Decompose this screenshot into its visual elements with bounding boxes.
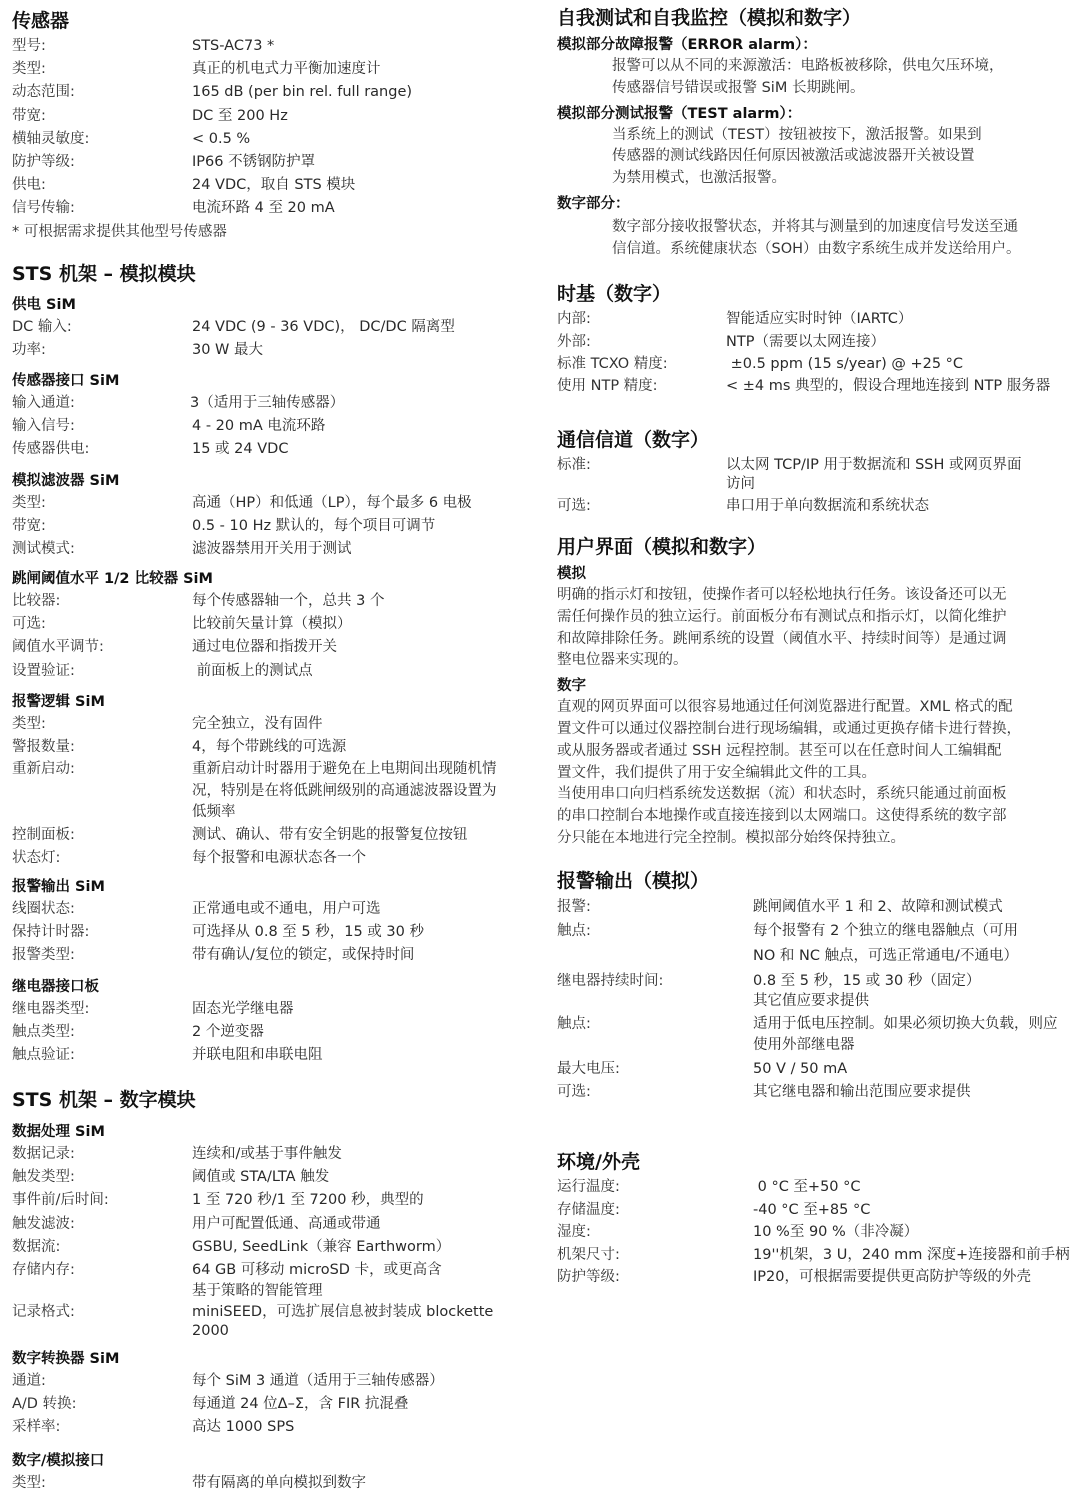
group-title: 继电器接口板: [12, 979, 99, 995]
spec-row: 触发类型: 阈值或 STA/LTA 触发: [12, 1169, 330, 1186]
spec-row: 供电: 24 VDC，取自 STS 模块: [12, 177, 356, 194]
subsection-title-digital: 数字: [557, 678, 586, 695]
spec-row: 记录格式: miniSEED，可选扩展信息被封装成 blockette 2000: [12, 1304, 494, 1340]
section-sensor: [12, 8, 537, 244]
spec-row: 线圈状态: 正常通电或不通电，用户可选: [12, 901, 381, 917]
group-analog-filter-sim: [12, 470, 537, 562]
spec-row: 触点类型: 2 个逆变器: [12, 1024, 264, 1041]
spec-row: 内部: 智能适应实时时钟（IARTC）: [557, 311, 913, 327]
item-title: 数字部分：: [557, 195, 630, 212]
para-line: 和故障排除任务。跳闸系统的设置（阈值水平、持续时间等）是通过调: [557, 630, 1007, 647]
item-line: 传感器的测试线路因任何原因被激活或滤波器开关被设置: [612, 148, 975, 165]
section-environment: [557, 1149, 1079, 1289]
spec-row: 存储温度: -40 °C 至+85 °C: [557, 1201, 871, 1218]
item-line: 报警可以从不同的来源激活：电路板被移除，供电欠压环境，: [612, 58, 1004, 74]
item-title: 模拟部分测试报警（TEST alarm）：: [557, 105, 802, 122]
spec-row: 功率: 30 W 最大: [12, 342, 264, 359]
group-trip-comparator-sim: [12, 568, 537, 683]
spec-row: 触点: 每个报警有 2 个独立的继电器触点（可用 NO 和 NC 触点，可选正常通电/不通电）: [557, 923, 1018, 965]
group-alarm-output-sim: [12, 876, 537, 968]
spec-row: 输入信号: 4 - 20 mA 电流环路: [12, 418, 326, 435]
section-title: 时基（数字）: [557, 283, 672, 305]
spec-row: 通道: 每个 SiM 3 通道（适用于三轴传感器）: [12, 1373, 444, 1389]
spec-row: 机架尺寸: 19''机架，3 U，240 mm 深度+连接器和前手柄: [557, 1246, 1070, 1263]
section-title: 通信信道（数字）: [557, 429, 710, 451]
spec-row: 类型: 完全独立，没有固件: [12, 716, 323, 732]
spec-row: 类型: 带有隔离的单向模拟到数字: [12, 1475, 366, 1491]
spec-row: 保持计时器: 可选择从 0.8 至 5 秒，15 或 30 秒: [12, 924, 424, 941]
section-analog-module: [12, 261, 537, 287]
group-title: 模拟滤波器 SiM: [12, 473, 120, 489]
spec-row: 运行温度: 0 °C 至+50 °C: [557, 1179, 861, 1195]
group-title: 数据处理 SiM: [12, 1124, 105, 1140]
spec-row: 数据记录: 连续和/或基于事件触发: [12, 1146, 342, 1162]
para-line: 整电位器来实现的。: [557, 652, 688, 669]
item-line: 信信道。系统健康状态（SOH）由数字系统生成并发送给用户。: [612, 240, 1021, 257]
spec-row: 继电器类型: 固态光学继电器: [12, 1001, 294, 1017]
spec-row: 数据流: GSBU, SeedLink（兼容 Earthworm）: [12, 1238, 451, 1255]
section-self-test: [557, 5, 1079, 261]
para-line: 直观的网页界面可以很容易地通过任何浏览器进行配置。XML 格式的配: [557, 699, 1013, 716]
section-alarm-output: [557, 868, 1079, 1105]
spec-row: 采样率: 高达 1000 SPS: [12, 1419, 295, 1436]
spec-row: 防护等级: IP66 不锈钢防护罩: [12, 154, 316, 171]
spec-row: 比较器: 每个传感器轴一个，总共 3 个: [12, 593, 385, 609]
section-title: STS 机架 – 模拟模块: [12, 263, 196, 285]
spec-row: 使用 NTP 精度: < ±4 ms 典型的，假设合理地连接到 NTP 服务器: [557, 377, 1051, 394]
spec-row: 触点验证: 并联电阻和串联电阻: [12, 1047, 323, 1064]
spec-row: 触点: 适用于低电压控制。如果必须切换大负载，则应使用外部继电器: [557, 1016, 1058, 1054]
group-title: 报警输出 SiM: [12, 879, 105, 895]
section-communication: [557, 427, 1079, 518]
spec-row: 触发滤波: 用户可配置低通、高通或带通: [12, 1215, 381, 1232]
section-title: STS 机架 – 数字模块: [12, 1089, 196, 1111]
para-line: 分只能在本地进行完全控制。模拟部分始终保持独立。: [557, 829, 905, 846]
spec-row: 可选: 串口用于单向数据流和系统状态: [557, 498, 929, 514]
item-line: 传感器信号错误或报警 SiM 长期跳闸。: [612, 79, 865, 96]
para-line: 明确的指示灯和按钮，使操作者可以轻松地执行任务。该设备还可以无: [557, 587, 1007, 603]
group-title: 报警逻辑 SiM: [12, 694, 105, 710]
para-line: 置文件，我们提供了用于安全编辑此文件的工具。: [557, 764, 876, 781]
spec-row: 标准: 以太网 TCP/IP 用于数据流和 SSH 或网页界面访问: [557, 457, 1022, 492]
spec-row: 防护等级: IP20，可根据需要提供更高防护等级的外壳: [557, 1269, 1031, 1285]
spec-row: 事件前/后时间: 1 至 720 秒/1 至 7200 秒，典型的: [12, 1192, 424, 1209]
spec-row: A/D 转换: 每通道 24 位Δ–Σ，含 FIR 抗混叠: [12, 1396, 409, 1413]
section-title: 环境/外壳: [557, 1151, 640, 1173]
spec-row: 报警: 跳闸阈值水平 1 和 2、故障和测试模式: [557, 899, 1003, 915]
spec-row: 传感器供电: 15 或 24 VDC: [12, 441, 289, 458]
section-title: 用户界面（模拟和数字）: [557, 536, 767, 558]
group-digital-analog-interface: [12, 1450, 537, 1495]
group-relay-interface-board: [12, 976, 537, 1068]
spec-row: 继电器持续时间: 0.8 至 5 秒，15 或 30 秒（固定）其它值应要求提供: [557, 973, 981, 1010]
item-line: 当系统上的测试（TEST）按钮被按下，激活报警。如果到: [612, 126, 982, 143]
spec-row: 输入通道: 3（适用于三轴传感器）: [12, 395, 345, 411]
spec-row: 设置验证: 前面板上的测试点: [12, 662, 313, 679]
item-line: 数字部分接收报警状态，并将其与测量到的加速度信号发送至通: [612, 218, 1018, 235]
para-line: 置文件可以通过仪器控制台进行现场编辑，或通过更换存储卡进行替换，: [557, 720, 1021, 737]
section-title: 传感器: [12, 10, 70, 32]
section-title: 自我测试和自我监控（模拟和数字）: [557, 7, 862, 29]
spec-row: 控制面板: 测试、确认、带有安全钥匙的报警复位按钮: [12, 826, 468, 843]
group-title: 传感器接口 SiM: [12, 373, 120, 389]
spec-row: 信号传输: 电流环路 4 至 20 mA: [12, 200, 335, 217]
group-title: 供电 SiM: [12, 297, 76, 313]
section-user-interface: [557, 534, 1079, 850]
section-timebase: [557, 281, 1079, 396]
spec-row: 阈值水平调节: 通过电位器和指拨开关: [12, 639, 337, 656]
subsection-title-analog: 模拟: [557, 566, 586, 582]
item-line: 为禁用模式，也激活报警。: [612, 170, 786, 187]
spec-row: 最大电压: 50 V / 50 mA: [557, 1061, 848, 1078]
para-line: 的串口控制台本地操作或直接连接到以太网端口。这使得系统的数字部: [557, 808, 1007, 825]
spec-row: 测试模式: 滤波器禁用开关用于测试: [12, 541, 352, 558]
para-line: 需任何操作员的独立运行。前面板分布有测试点和指示灯，以简化维护: [557, 608, 1007, 625]
section-title: 报警输出（模拟）: [557, 870, 710, 892]
spec-row: 型号: STS-AC73 *: [12, 38, 275, 54]
group-data-processing-sim: [12, 1121, 537, 1341]
spec-row: 重新启动: 重新启动计时器用于避免在上电期间出现随机情况，特别是在将低跳闸级别的高通滤波器设置为低频率: [12, 761, 497, 821]
group-title: 数字转换器 SiM: [12, 1351, 120, 1367]
spec-row: 警报数量: 4，每个带跳线的可选源: [12, 739, 347, 756]
spec-row: 带宽: DC 至 200 Hz: [12, 107, 288, 124]
section-digital-module: [12, 1087, 537, 1113]
spec-row: 状态灯: 每个报警和电源状态各一个: [12, 850, 366, 867]
spec-row: 标准 TCXO 精度: ±0.5 ppm (15 s/year) @ +25 °C: [557, 356, 964, 372]
spec-row: 动态范围: 165 dB (per bin rel. full range): [12, 84, 413, 101]
group-title: 跳闸阈值水平 1/2 比较器 SiM: [12, 571, 213, 587]
spec-row: 类型: 真正的机电式力平衡加速度计: [12, 61, 381, 78]
group-sensor-interface-sim: [12, 370, 537, 462]
group-digitizer-sim: [12, 1348, 537, 1440]
spec-row: 外部: NTP（需要以太网连接）: [557, 333, 885, 350]
spec-row: DC 输入: 24 VDC (9 - 36 VDC)， DC/DC 隔离型: [12, 319, 455, 335]
spec-row: 可选: 其它继电器和输出范围应要求提供: [557, 1084, 971, 1101]
spec-row: 可选: 比较前矢量计算（模拟）: [12, 616, 352, 633]
group-title: 数字/模拟接口: [12, 1453, 105, 1469]
footnote: * 可根据需求提供其他型号传感器: [12, 223, 227, 240]
item-title: 模拟部分故障报警（ERROR alarm）：: [557, 37, 817, 53]
spec-row: 类型: 高通（HP）和低通（LP），每个最多 6 电极: [12, 495, 472, 511]
spec-row: 报警类型: 带有确认/复位的锁定，或保持时间: [12, 947, 415, 964]
group-alarm-logic-sim: [12, 691, 537, 870]
group-power-sim: [12, 294, 537, 362]
spec-row: 横轴灵敏度: < 0.5 %: [12, 130, 251, 147]
para-line: 当使用串口向归档系统发送数据（流）和状态时，系统只能通过前面板: [557, 786, 1007, 803]
spec-row: 湿度: 10 %至 90 %（非冷凝）: [557, 1224, 919, 1240]
para-line: 或从服务器或者通过 SSH 远程控制。甚至可以在任意时间人工编辑配: [557, 742, 1002, 759]
spec-row: 带宽: 0.5 - 10 Hz 默认的，每个项目可调节: [12, 518, 436, 535]
spec-row: 存储内存: 64 GB 可移动 microSD 卡，或更高含基于策略的智能管理: [12, 1262, 442, 1299]
